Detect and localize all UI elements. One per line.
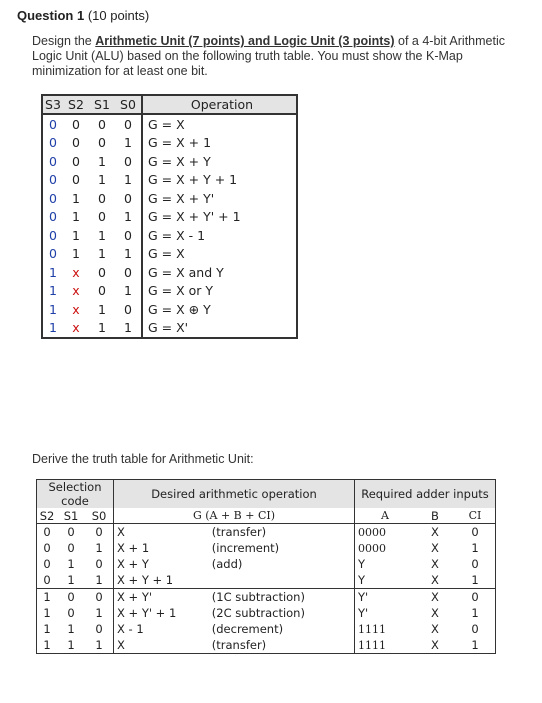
table-row bbox=[37, 637, 496, 654]
cell-s3: 1 bbox=[42, 282, 63, 301]
cell-s3: 0 bbox=[42, 171, 63, 190]
cell-s2: 1 bbox=[37, 589, 58, 606]
cell-ci: 1 bbox=[455, 572, 496, 589]
arith-group-header bbox=[37, 480, 496, 509]
cell-s1: 0 bbox=[57, 589, 85, 606]
table-row bbox=[37, 524, 496, 541]
cell-g-expr: X - 1 bbox=[114, 621, 208, 637]
cell-s0: 0 bbox=[124, 190, 132, 206]
cell-operation: G = X' bbox=[142, 319, 297, 339]
cell-comment: (transfer) bbox=[208, 637, 355, 654]
cell-b: X bbox=[431, 525, 439, 539]
cell-s1: 0 bbox=[98, 283, 106, 299]
cell-operation: G = X bbox=[142, 245, 297, 264]
table-row bbox=[42, 263, 297, 282]
cell-a: 1111 bbox=[355, 637, 416, 654]
cell-s2: 1 bbox=[37, 621, 58, 637]
cell-s0: 1 bbox=[115, 319, 142, 339]
cell-g-expr: X + Y + 1 bbox=[114, 572, 208, 589]
cell-s2: x bbox=[72, 301, 80, 317]
cell-g-expr: X + Y bbox=[114, 556, 208, 572]
table-row bbox=[37, 605, 496, 621]
cell-s0: 0 bbox=[124, 153, 132, 169]
question-label: Question 1 bbox=[17, 8, 85, 23]
cell-s2: 0 bbox=[37, 524, 58, 541]
cell-g-expr: X + Y' bbox=[114, 589, 208, 606]
cell-s2: x bbox=[63, 319, 89, 339]
cell-s1: 1 bbox=[89, 319, 115, 339]
sub-header-g: G (A + B + CI) bbox=[114, 508, 355, 524]
table-row bbox=[42, 134, 297, 153]
table-row bbox=[37, 589, 496, 606]
sub-header-a: A bbox=[355, 508, 416, 524]
cell-g-expr: X bbox=[114, 524, 208, 541]
cell-s0: 0 bbox=[124, 301, 132, 317]
cell-s2: 0 bbox=[72, 135, 80, 151]
cell-a: 0000 bbox=[355, 540, 416, 556]
cell-s3: 0 bbox=[42, 226, 63, 245]
sub-header-ci: CI bbox=[455, 508, 496, 524]
question-title bbox=[17, 8, 149, 23]
cell-b: X bbox=[431, 606, 439, 620]
cell-s1: 1 bbox=[67, 557, 75, 571]
cell-operation: G = X and Y bbox=[142, 263, 297, 282]
table-row bbox=[42, 171, 297, 190]
cell-s1: 0 bbox=[67, 525, 75, 539]
table-row bbox=[42, 300, 297, 319]
cell-s0: 0 bbox=[124, 116, 132, 132]
cell-s2: 0 bbox=[37, 572, 58, 589]
cell-s3: 0 bbox=[42, 152, 63, 171]
cell-s3: 0 bbox=[42, 114, 63, 134]
cell-ci: 0 bbox=[455, 621, 496, 637]
table-row bbox=[42, 208, 297, 227]
cell-a: Y bbox=[355, 556, 416, 572]
cell-s1: 0 bbox=[67, 606, 75, 620]
header-desired-operation: Desired arithmetic operation bbox=[114, 480, 355, 509]
cell-a: 0000 bbox=[355, 524, 416, 541]
table-row bbox=[37, 621, 496, 637]
table-row bbox=[42, 189, 297, 208]
cell-b: X bbox=[431, 557, 439, 571]
cell-s3: 0 bbox=[42, 208, 63, 227]
cell-operation: G = X - 1 bbox=[142, 226, 297, 245]
cell-s2: 0 bbox=[72, 116, 80, 132]
cell-s1: 1 bbox=[98, 172, 106, 188]
cell-s2: 0 bbox=[37, 556, 58, 572]
cell-b: X bbox=[415, 637, 455, 654]
cell-s2: x bbox=[72, 264, 80, 280]
cell-a: Y' bbox=[355, 589, 416, 606]
cell-a: Y bbox=[355, 572, 416, 589]
table-row bbox=[42, 226, 297, 245]
cell-s0: 0 bbox=[95, 622, 103, 636]
table-row bbox=[37, 540, 496, 556]
cell-comment: (1C subtraction) bbox=[208, 589, 355, 606]
table-row bbox=[42, 114, 297, 134]
cell-operation: G = X + Y' bbox=[142, 189, 297, 208]
sub-header-b: B bbox=[415, 508, 455, 524]
cell-s0: 0 bbox=[95, 557, 103, 571]
header-operation: Operation bbox=[142, 95, 297, 114]
cell-s3: 1 bbox=[42, 300, 63, 319]
cell-s1: 1 bbox=[98, 246, 106, 262]
cell-b: X bbox=[431, 622, 439, 636]
cell-a: 1111 bbox=[355, 621, 416, 637]
cell-s0: 1 bbox=[124, 283, 132, 299]
cell-s1: 1 bbox=[98, 227, 106, 243]
cell-g-expr: X bbox=[114, 637, 208, 654]
table-row bbox=[42, 245, 297, 264]
cell-s1: 1 bbox=[98, 153, 106, 169]
cell-s0: 1 bbox=[95, 541, 103, 555]
cell-s1: 1 bbox=[57, 637, 85, 654]
cell-s1: 1 bbox=[67, 573, 75, 587]
cell-s2: 1 bbox=[37, 605, 58, 621]
table-row bbox=[42, 152, 297, 171]
cell-a: Y' bbox=[355, 605, 416, 621]
cell-comment: (2C subtraction) bbox=[211, 606, 305, 620]
cell-b: X bbox=[431, 573, 439, 587]
cell-s0: 0 bbox=[85, 589, 114, 606]
sub-header-s0: S0 bbox=[85, 508, 114, 524]
cell-ci: 1 bbox=[455, 637, 496, 654]
cell-s0: 1 bbox=[85, 637, 114, 654]
cell-s1: 0 bbox=[98, 135, 106, 151]
cell-s0: 1 bbox=[124, 209, 132, 225]
cell-operation: G = X or Y bbox=[142, 282, 297, 301]
cell-s1: 0 bbox=[98, 116, 106, 132]
cell-s2: 1 bbox=[72, 209, 80, 225]
cell-s1: 0 bbox=[98, 264, 106, 280]
cell-s2: 1 bbox=[72, 246, 80, 262]
cell-s0: 0 bbox=[124, 264, 132, 280]
derive-instruction: Derive the truth table for Arithmetic Unit: bbox=[32, 452, 254, 466]
cell-s1: 0 bbox=[67, 541, 75, 555]
cell-comment bbox=[208, 572, 355, 589]
cell-s1: 1 bbox=[98, 301, 106, 317]
cell-s2: 0 bbox=[37, 540, 58, 556]
header-selection-code: Selection code bbox=[37, 480, 114, 509]
header-s2: S2 bbox=[63, 95, 89, 114]
header-s1: S1 bbox=[89, 95, 115, 114]
table-row bbox=[37, 572, 496, 589]
cell-s3: 0 bbox=[42, 189, 63, 208]
cell-comment: (increment) bbox=[211, 541, 280, 555]
cell-g-expr: X + Y' + 1 bbox=[114, 605, 208, 621]
cell-operation: G = X + 1 bbox=[142, 134, 297, 153]
cell-g-expr: X + 1 bbox=[114, 540, 208, 556]
cell-operation: G = X bbox=[142, 114, 297, 134]
cell-operation: G = X + Y + 1 bbox=[142, 171, 297, 190]
cell-ci: 0 bbox=[455, 556, 496, 572]
cell-ci: 0 bbox=[455, 524, 496, 541]
cell-s3: 1 bbox=[42, 263, 63, 282]
arith-sub-header bbox=[37, 508, 496, 524]
arithmetic-unit-table bbox=[36, 479, 496, 654]
cell-s2: 1 bbox=[37, 637, 58, 654]
cell-s0: 1 bbox=[124, 172, 132, 188]
desc-text-1: Design the bbox=[32, 34, 96, 48]
cell-ci: 1 bbox=[455, 540, 496, 556]
cell-b: X bbox=[415, 589, 455, 606]
cell-s0: 1 bbox=[124, 246, 132, 262]
cell-comment: (add) bbox=[211, 557, 243, 571]
cell-ci: 0 bbox=[455, 589, 496, 606]
desc-underlined: Arithmetic Unit (7 points) and Logic Unit (3 points) bbox=[95, 34, 395, 48]
truth-table-header bbox=[42, 95, 297, 114]
alu-truth-table bbox=[41, 94, 298, 339]
table-row bbox=[42, 319, 297, 339]
cell-s2: x bbox=[72, 283, 80, 299]
question-description bbox=[32, 34, 512, 79]
desc-text-2: of a 4-bit Arithmetic Logic Unit (ALU) based on the following truth table. You must show the K-Map minimization for at least one bit. bbox=[32, 34, 505, 78]
cell-operation: G = X + Y' + 1 bbox=[142, 208, 297, 227]
cell-s0: 1 bbox=[95, 573, 103, 587]
table-row bbox=[42, 282, 297, 301]
cell-s3: 0 bbox=[42, 134, 63, 153]
sub-header-s1: S1 bbox=[57, 508, 85, 524]
cell-s1: 1 bbox=[67, 622, 75, 636]
cell-s0: 1 bbox=[124, 135, 132, 151]
cell-s3: 0 bbox=[42, 245, 63, 264]
header-required-inputs: Required adder inputs bbox=[355, 480, 496, 509]
table-row bbox=[37, 556, 496, 572]
cell-b: X bbox=[431, 541, 439, 555]
cell-ci: 1 bbox=[455, 605, 496, 621]
header-s0: S0 bbox=[115, 95, 142, 114]
header-s3: S3 bbox=[42, 95, 63, 114]
cell-s0: 1 bbox=[95, 606, 103, 620]
cell-s2: 0 bbox=[72, 153, 80, 169]
cell-s2: 0 bbox=[72, 172, 80, 188]
cell-s0: 0 bbox=[124, 227, 132, 243]
cell-s2: 1 bbox=[72, 227, 80, 243]
cell-s1: 0 bbox=[98, 190, 106, 206]
cell-operation: G = X + Y bbox=[142, 152, 297, 171]
cell-comment: (decrement) bbox=[211, 622, 284, 636]
sub-header-s2: S2 bbox=[37, 508, 58, 524]
cell-operation: G = X ⊕ Y bbox=[142, 300, 297, 319]
cell-s1: 0 bbox=[98, 209, 106, 225]
question-points: (10 points) bbox=[87, 8, 150, 23]
cell-s3: 1 bbox=[42, 319, 63, 339]
cell-s2: 1 bbox=[72, 190, 80, 206]
cell-comment: (transfer) bbox=[211, 525, 267, 539]
cell-s0: 0 bbox=[95, 525, 103, 539]
